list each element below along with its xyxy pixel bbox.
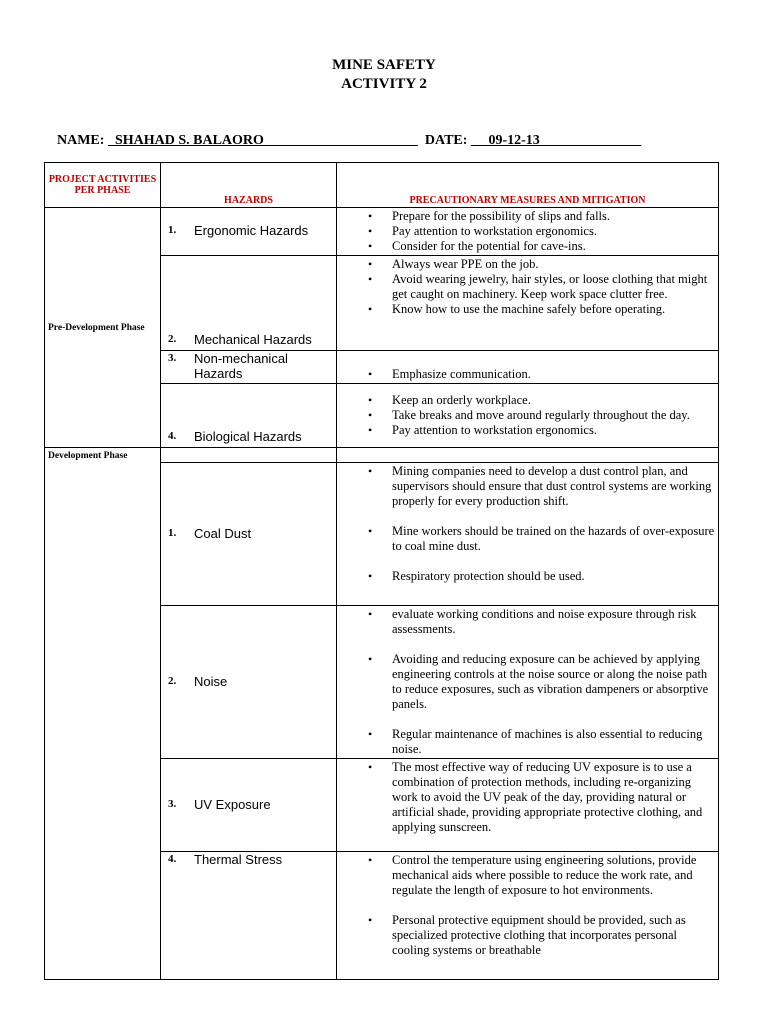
hazards-table [44, 162, 719, 980]
hazard-cell: 1. Ergonomic Hazards [161, 208, 337, 256]
hazard-cell: 4. Thermal Stress [161, 852, 337, 980]
header-hazards: HAZARDS [161, 163, 337, 208]
measures-cell [337, 256, 719, 351]
hazard-name: Thermal Stress [194, 852, 283, 867]
hazard-cell: 2. Noise [161, 606, 337, 759]
header-measures: PRECAUTIONARY MEASURES AND MITIGATION [337, 163, 719, 208]
measure-item: • evaluate working conditions and noise exposure through risk assessments. [340, 607, 715, 637]
measures-cell [337, 606, 719, 759]
measure-item: • Pay attention to workstation ergonomics. [340, 423, 715, 438]
measure-item: • Pay attention to workstation ergonomics. [340, 224, 715, 239]
hazard-name: Mechanical Hazards [194, 332, 312, 347]
name-date-line [57, 133, 641, 149]
hazard-name: Noise [194, 673, 228, 689]
measure-item: • Regular maintenance of machines is also essential to reducing noise. [340, 727, 715, 757]
table-row [45, 448, 719, 463]
measure-item: • Consider for the potential for cave-ins. [340, 239, 715, 254]
hazard-cell: 3. Non-mechanical Hazards [161, 351, 337, 384]
hazard-cell: 4. Biological Hazards [161, 384, 337, 448]
measures-cell [337, 208, 719, 256]
empty-cell [337, 448, 719, 463]
table-row [45, 208, 719, 256]
measures-cell [337, 759, 719, 852]
measure-item: • Personal protective equipment should be provided, such as specialized protective clothing that incorporates personal cooling systems or breathable [340, 913, 715, 958]
document-title: MINE SAFETY [332, 57, 436, 73]
empty-cell [161, 448, 337, 463]
measure-item: • Mine workers should be trained on the hazards of over-exposure to coal mine dust. [340, 524, 715, 554]
measure-item: • Always wear PPE on the job. [340, 257, 715, 272]
measure-item: • Avoiding and reducing exposure can be achieved by applying engineering controls at the noise source or along the noise path to reduce exposures, such as vibration dampeners or absorptive panels. [340, 652, 715, 712]
measures-cell [337, 384, 719, 448]
name-label: NAME: [57, 133, 105, 148]
phase-label-pre-development: Pre-Development Phase [45, 208, 161, 448]
date-label: DATE: [424, 133, 468, 148]
document-subtitle: ACTIVITY 2 [341, 76, 427, 92]
table-header-row [45, 163, 719, 208]
measure-item: • Know how to use the machine safely before operating. [340, 302, 715, 317]
header-phase: PROJECT ACTIVITIES PER PHASE [45, 163, 161, 208]
hazard-name: Ergonomic Hazards [194, 223, 309, 238]
hazard-name: Biological Hazards [194, 429, 302, 444]
measure-item: • Respiratory protection should be used. [340, 569, 715, 584]
measure-item: • Avoid wearing jewelry, hair styles, or loose clothing that might get caught on machinery. Keep work space clutter free. [340, 272, 715, 302]
measure-item: • Emphasize communication. [340, 367, 715, 382]
measure-item: • Keep an orderly workplace. [340, 393, 715, 408]
measure-item: • The most effective way of reducing UV exposure is to use a combination of protection methods, including re-organizing work to avoid the UV peak of the day, providing natural or artificial shade, providing appropriate protective clothing, and applying sunscreen. [340, 760, 715, 835]
measures-cell [337, 463, 719, 606]
name-value: SHAHAD S. BALAORO [114, 133, 264, 148]
hazard-name: UV Exposure [194, 796, 271, 812]
measure-item: • Prepare for the possibility of slips and falls. [340, 209, 715, 224]
hazard-cell: 3. UV Exposure [161, 759, 337, 852]
hazard-cell: 1. Coal Dust [161, 463, 337, 606]
measures-cell [337, 852, 719, 980]
measure-item: • Control the temperature using engineering solutions, provide mechanical aids where possible to reduce the work rate, and regulate the length of exposure to hot environments. [340, 853, 715, 898]
phase-label-development: Development Phase [45, 448, 161, 980]
hazard-name: Coal Dust [194, 525, 252, 541]
measure-item: • Take breaks and move around regularly throughout the day. [340, 408, 715, 423]
measures-cell [337, 351, 719, 384]
hazard-name: Non-mechanical Hazards [194, 351, 288, 381]
hazard-cell: 2. Mechanical Hazards [161, 256, 337, 351]
date-value: 09-12-13 [488, 133, 540, 148]
measure-item: • Mining companies need to develop a dust control plan, and supervisors should ensure that dust control systems are working properly for every production shift. [340, 464, 715, 509]
